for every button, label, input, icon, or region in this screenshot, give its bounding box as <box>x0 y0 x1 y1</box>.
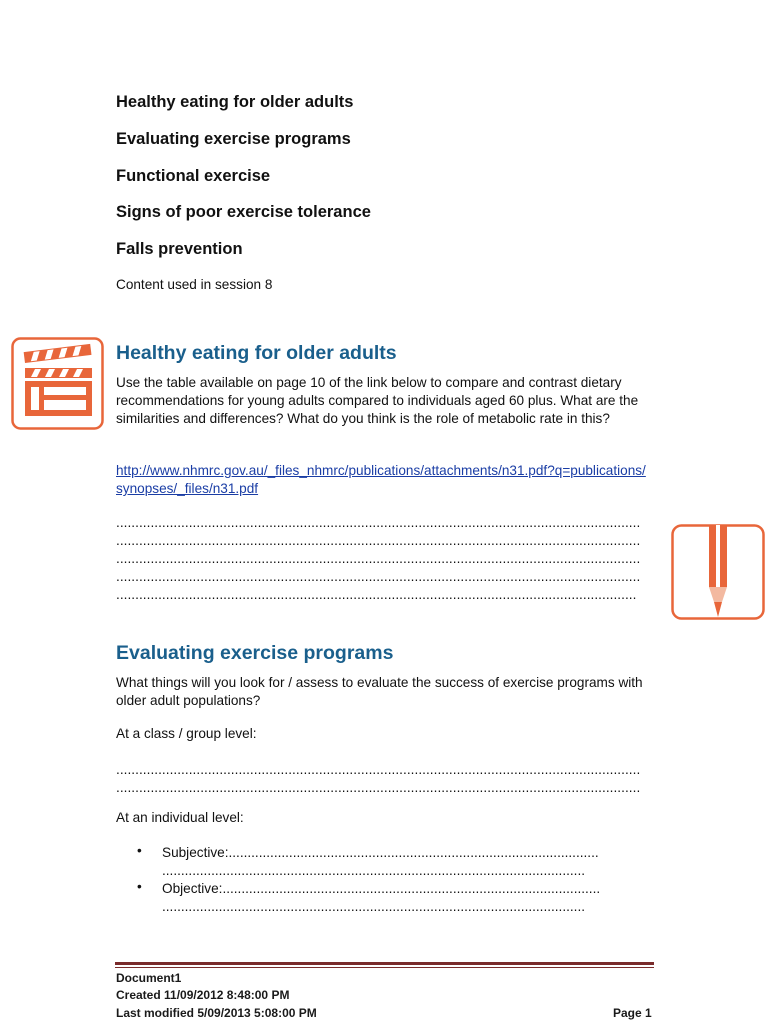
topic-item: Signs of poor exercise tolerance <box>116 203 371 221</box>
answer-line[interactable]: ................................................................................................................ <box>162 899 585 914</box>
footer-page-number: Page 1 <box>613 1006 652 1020</box>
topic-item: Evaluating exercise programs <box>116 130 351 148</box>
section-paragraph: What things will you look for / assess to evaluate the success of exercise programs with older adult populations? <box>116 675 643 708</box>
bullet-label: Subjective: <box>162 845 229 860</box>
footer-modified: Last modified 5/09/2013 5:08:00 PM <box>116 1006 317 1020</box>
individual-level-label: At an individual level: <box>116 810 244 825</box>
bullet-dots: .................................................................................................. <box>228 845 599 860</box>
bullet-dots: .................................................................................................... <box>222 881 601 896</box>
bullet-icon: • <box>137 843 142 858</box>
footer-doc-name: Document1 <box>116 971 182 985</box>
answer-line[interactable]: ......................................................................................................................................... <box>116 762 641 777</box>
group-level-label: At a class / group level: <box>116 726 257 741</box>
bullet-objective[interactable] <box>162 880 652 898</box>
answer-line[interactable]: ......................................................................................................................................... <box>116 780 641 795</box>
topic-item: Healthy eating for older adults <box>116 93 354 111</box>
answer-line[interactable]: ......................................................................................................................................... <box>116 533 641 548</box>
answer-line[interactable]: ........................................................................................................................................ <box>116 587 637 602</box>
bullet-subjective[interactable] <box>162 844 650 862</box>
section-heading-evaluating: Evaluating exercise programs <box>116 642 394 664</box>
footer-created: Created 11/09/2012 8:48:00 PM <box>116 988 290 1002</box>
topic-item: Functional exercise <box>116 167 271 185</box>
answer-line[interactable]: ......................................................................................................................................... <box>116 569 641 584</box>
bullet-icon: • <box>137 879 142 894</box>
pencil-icon <box>671 524 765 620</box>
answer-line[interactable]: ......................................................................................................................................... <box>116 515 641 530</box>
answer-line[interactable]: ................................................................................................................ <box>162 863 585 878</box>
bullet-label: Objective: <box>162 881 223 896</box>
clapperboard-icon <box>11 337 104 430</box>
session-note: Content used in session 8 <box>116 277 273 292</box>
footer-rule <box>115 962 654 965</box>
section-paragraph: Use the table available on page 10 of the link below to compare and contrast dietary recommendations for young adults compared to individuals aged 60 plus. What are the similarities and differences? What do you think is the role of metabolic rate in this? <box>116 375 639 426</box>
footer-rule <box>115 967 654 968</box>
section-heading-healthy-eating: Healthy eating for older adults <box>116 342 397 364</box>
topic-item: Falls prevention <box>116 240 243 258</box>
answer-line[interactable]: ......................................................................................................................................... <box>116 551 641 566</box>
nhmrc-link[interactable]: http://www.nhmrc.gov.au/_files_nhmrc/publications/attachments/n31.pdf?q=publications/synopses/_files/n31.pdf <box>116 463 646 496</box>
